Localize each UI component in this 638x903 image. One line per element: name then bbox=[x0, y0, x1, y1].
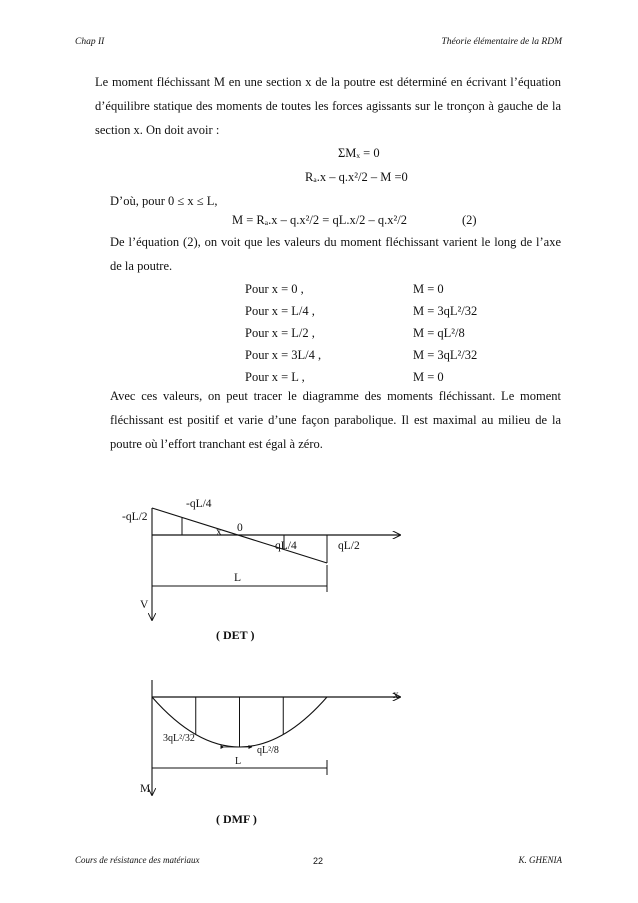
domain-statement: D’où, pour 0 ≤ x ≤ L, bbox=[110, 194, 218, 208]
value-position: Pour x = L/4 , bbox=[245, 304, 315, 318]
value-moment: M = 0 bbox=[413, 370, 444, 384]
value-position: Pour x = L , bbox=[245, 370, 305, 384]
value-moment: M = qL²/8 bbox=[413, 326, 465, 340]
from-equation-paragraph: De l’équation (2), on voit que les valeurs du moment fléchissant varient le long de l’axe de la poutre. bbox=[110, 235, 561, 273]
dmf-label-x: x bbox=[393, 689, 399, 701]
det-label-L: L bbox=[234, 572, 242, 584]
det-label-x: x bbox=[216, 526, 222, 538]
det-label-neg-qL2: -qL/2 bbox=[122, 511, 148, 523]
equation-sum-moments: ΣMₓ = 0 bbox=[338, 146, 380, 160]
intro-paragraph: Le moment fléchissant M en une section x de la poutre est déterminé en écrivant l’équation d’équilibre statique des moments de toutes les forces agissants sur le tronçon à gauche de la section x. On doit avoir : bbox=[95, 75, 561, 137]
dmf-label-M: M bbox=[140, 783, 151, 795]
equation-moment: M = Rₐ.x – q.x²/2 = qL.x/2 – q.x²/2 bbox=[232, 213, 408, 227]
value-position: Pour x = 0 , bbox=[245, 282, 304, 296]
page-number: 22 bbox=[313, 856, 324, 866]
shear-force-diagram bbox=[0, 480, 638, 660]
value-moment: M = 3qL²/32 bbox=[413, 348, 478, 362]
value-moment: M = 3qL²/32 bbox=[413, 304, 478, 318]
dmf-label-3qL2-32: 3qL²/32 bbox=[163, 733, 195, 744]
value-position: Pour x = L/2 , bbox=[245, 326, 315, 340]
equation-number: (2) bbox=[462, 213, 477, 227]
header-chapter: Chap II bbox=[75, 37, 105, 47]
dmf-label-qL2-8: qL²/8 bbox=[257, 745, 279, 756]
det-label-V: V bbox=[140, 599, 149, 611]
dmf-label-L: L bbox=[235, 756, 242, 767]
value-moment: M = 0 bbox=[413, 282, 444, 296]
det-caption: ( DET ) bbox=[216, 628, 255, 642]
det-label-qL2: qL/2 bbox=[338, 540, 360, 552]
det-label-zero: 0 bbox=[237, 522, 243, 534]
value-position: Pour x = 3L/4 , bbox=[245, 348, 322, 362]
conclusion-paragraph: Avec ces valeurs, on peut tracer le diagramme des moments fléchissant. Le moment fléchissant est positif et varie d’une façon parabolique. Il est maximal au milieu de la poutre où l’effort tranchant est égal à zéro. bbox=[110, 389, 561, 451]
det-label-neg-qL4: -qL/4 bbox=[186, 498, 212, 510]
equation-equilibrium: Rₐ.x – q.x²/2 – M =0 bbox=[305, 170, 408, 184]
footer-course: Cours de résistance des matériaux bbox=[75, 855, 200, 865]
det-label-qL4: qL/4 bbox=[275, 540, 297, 552]
footer-author: K. GHENIA bbox=[518, 855, 562, 865]
header-title: Théorie élémentaire de la RDM bbox=[441, 37, 562, 47]
bending-moment-diagram bbox=[0, 680, 638, 810]
dmf-caption: ( DMF ) bbox=[216, 812, 257, 826]
